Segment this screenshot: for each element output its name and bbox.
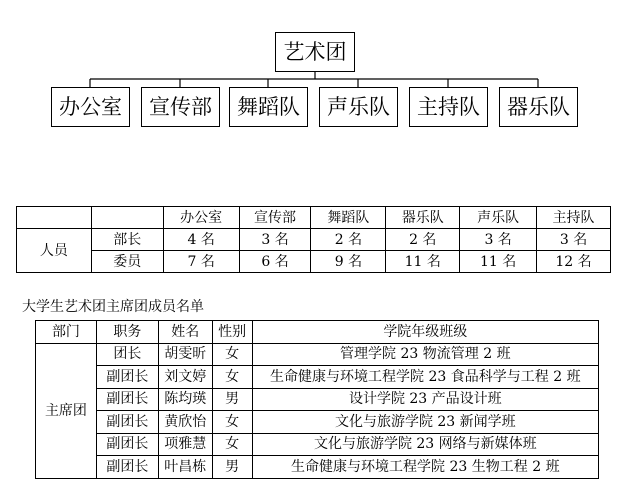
count-cell: 3 名	[537, 229, 611, 251]
org-dept-box: 办公室	[51, 87, 130, 127]
table-header-cell: 职务	[96, 321, 158, 344]
class-cell: 文化与旅游学院 23 网络与新媒体班	[252, 433, 598, 456]
name-cell: 叶昌栋	[158, 456, 212, 479]
group-label-cell: 人员	[17, 229, 92, 273]
table-header-cell: 性别	[212, 321, 252, 344]
position-cell: 副团长	[96, 433, 158, 456]
table-row	[36, 411, 599, 434]
roster-caption: 大学生艺术团主席团成员名单	[22, 299, 204, 315]
gender-cell: 女	[212, 366, 252, 389]
table-header-cell	[17, 207, 92, 229]
class-cell: 生命健康与环境工程学院 23 食品科学与工程 2 班	[252, 366, 598, 389]
table-row	[36, 433, 599, 456]
table-header-cell: 器乐队	[386, 207, 460, 229]
table-header-cell: 声乐队	[460, 207, 537, 229]
position-cell: 副团长	[96, 456, 158, 479]
org-root-box: 艺术团	[275, 32, 355, 72]
role-cell: 委员	[91, 251, 163, 273]
department-cell: 主席团	[36, 343, 97, 478]
name-cell: 刘文婷	[158, 366, 212, 389]
table-row	[17, 229, 611, 251]
org-chart	[0, 0, 639, 130]
count-cell: 2 名	[386, 229, 460, 251]
position-cell: 团长	[96, 343, 158, 366]
table-header-row	[36, 321, 599, 344]
table-header-cell: 办公室	[163, 207, 239, 229]
table-header-cell: 姓名	[158, 321, 212, 344]
gender-cell: 男	[212, 388, 252, 411]
count-cell: 7 名	[163, 251, 239, 273]
org-dept-box: 舞蹈队	[229, 87, 308, 127]
table-header-cell: 宣传部	[239, 207, 311, 229]
gender-cell: 女	[212, 433, 252, 456]
table-row	[36, 343, 599, 366]
table-row	[36, 388, 599, 411]
position-cell: 副团长	[96, 388, 158, 411]
org-dept-box: 宣传部	[141, 87, 220, 127]
table-header-cell: 部门	[36, 321, 97, 344]
name-cell: 黄欣怡	[158, 411, 212, 434]
count-cell: 6 名	[239, 251, 311, 273]
roster-table	[35, 320, 599, 479]
class-cell: 生命健康与环境工程学院 23 生物工程 2 班	[252, 456, 598, 479]
gender-cell: 女	[212, 411, 252, 434]
name-cell: 项雅慧	[158, 433, 212, 456]
count-cell: 11 名	[460, 251, 537, 273]
count-cell: 2 名	[311, 229, 386, 251]
class-cell: 管理学院 23 物流管理 2 班	[252, 343, 598, 366]
table-header-cell	[91, 207, 163, 229]
table-header-cell: 学院年级班级	[252, 321, 598, 344]
gender-cell: 男	[212, 456, 252, 479]
member-stats-table	[16, 206, 611, 273]
count-cell: 3 名	[460, 229, 537, 251]
count-cell: 9 名	[311, 251, 386, 273]
count-cell: 3 名	[239, 229, 311, 251]
org-dept-box: 声乐队	[319, 87, 398, 127]
org-dept-box: 器乐队	[499, 87, 578, 127]
role-cell: 部长	[91, 229, 163, 251]
name-cell: 陈均瑛	[158, 388, 212, 411]
table-header-cell: 舞蹈队	[311, 207, 386, 229]
table-header-cell: 主持队	[537, 207, 611, 229]
class-cell: 设计学院 23 产品设计班	[252, 388, 598, 411]
table-row	[36, 366, 599, 389]
name-cell: 胡雯昕	[158, 343, 212, 366]
gender-cell: 女	[212, 343, 252, 366]
table-row	[36, 456, 599, 479]
table-header-row	[17, 207, 611, 229]
count-cell: 12 名	[537, 251, 611, 273]
position-cell: 副团长	[96, 411, 158, 434]
position-cell: 副团长	[96, 366, 158, 389]
class-cell: 文化与旅游学院 23 新闻学班	[252, 411, 598, 434]
table-row	[17, 251, 611, 273]
org-dept-box: 主持队	[409, 87, 488, 127]
count-cell: 11 名	[386, 251, 460, 273]
count-cell: 4 名	[163, 229, 239, 251]
